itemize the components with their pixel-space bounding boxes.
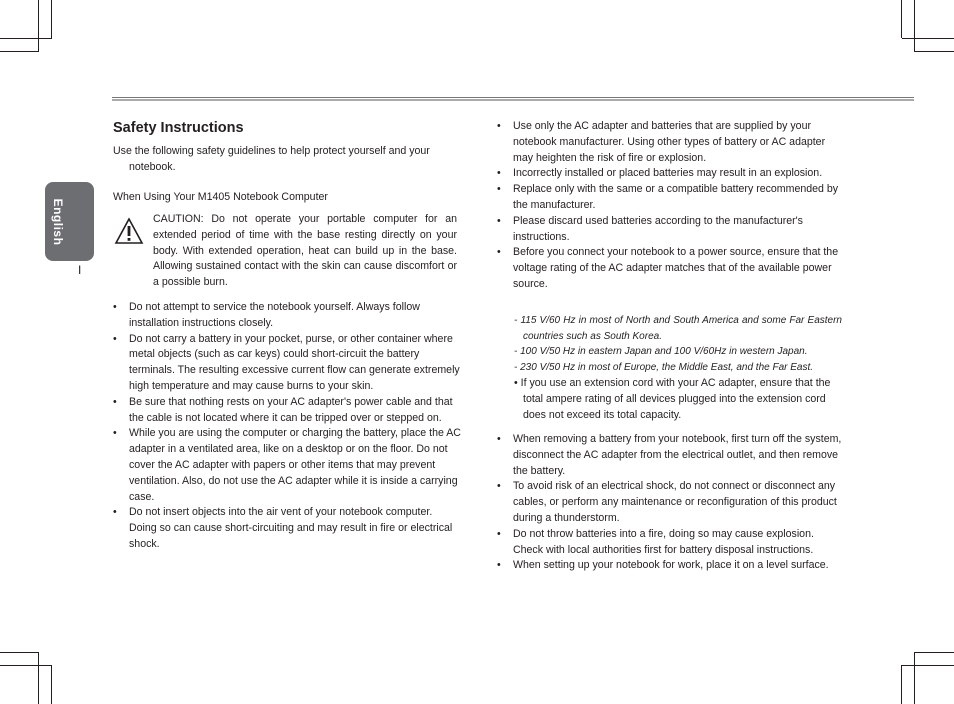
crop-mark: [51, 665, 52, 704]
page-number: I: [78, 263, 82, 277]
list-item: • Be sure that nothing rests on your AC adapter's power cable and that the cable is not located where it can be tripped over or stepped on.: [113, 395, 461, 427]
right-bullet-list-top: [497, 119, 842, 293]
list-item: • Incorrectly installed or placed batteries may result in an explosion.: [497, 166, 842, 182]
crop-mark: [914, 652, 915, 704]
caution-text: CAUTION: Do not operate your portable computer for an extended period of time with the base resting directly on your body. With extended operation, heat can build up in the base. Allowing sustained contact with the skin can cause discomfort or a possible burn.: [153, 213, 457, 289]
list-item: • Please discard used batteries according to the manufacturer's instructions.: [497, 214, 842, 246]
list-item: • Do not carry a battery in your pocket, purse, or other container where metal objects (such as car keys) could short-circuit the battery terminals. The resulting excessive current flow can generate extremely high temperature and may cause burns to your skin.: [113, 332, 461, 395]
crop-mark: [0, 38, 52, 39]
list-item: • When removing a battery from your notebook, first turn off the system, disconnect the AC adapter from the electrical outlet, and then remove the battery.: [497, 432, 842, 479]
list-item: • Replace only with the same or a compatible battery recommended by the manufacturer.: [497, 182, 842, 214]
crop-mark: [902, 38, 954, 39]
list-item: • Do not insert objects into the air vent of your notebook computer. Doing so can cause short-circuiting and may result in fire or electrical shock.: [113, 505, 461, 552]
voltage-note: - 115 V/60 Hz in most of North and South America and some Far Eastern countries such as South Korea.: [514, 315, 842, 342]
crop-mark: [0, 652, 38, 653]
intro-line: notebook.: [129, 160, 176, 173]
crop-mark: [38, 652, 39, 704]
crop-mark: [902, 665, 954, 666]
intro-paragraph: [113, 144, 463, 176]
list-item: • To avoid risk of an electrical shock, do not connect or disconnect any cables, or perform any maintenance or reconfiguration of this product during a thunderstorm.: [497, 479, 842, 526]
list-item: • Before you connect your notebook to a power source, ensure that the voltage rating of the AC adapter matches that of the available power source.: [497, 245, 842, 292]
list-item: • While you are using the computer or charging the battery, place the AC adapter in a ventilated area, like on a desktop or on the floor. Do not cover the AC adapter with papers or other items that may prevent ventilation. Also, do not use the AC adapter while it is inside a carrying case.: [113, 426, 461, 505]
section-subheading: When Using Your M1405 Notebook Computer: [113, 191, 328, 203]
crop-mark: [0, 51, 38, 52]
list-item: • Do not attempt to service the notebook yourself. Always follow installation instructions closely.: [113, 300, 461, 332]
voltage-note: - 100 V/50 Hz in eastern Japan and 100 V/60Hz in western Japan.: [514, 346, 808, 358]
list-item: • Use only the AC adapter and batteries that are supplied by your notebook manufacturer. Using other types of battery or AC adapter may heighten the risk of fire or explosion.: [497, 119, 842, 166]
language-tab-label: English: [51, 198, 65, 246]
intro-line: Use the following safety guidelines to help protect yourself and your: [113, 145, 430, 157]
list-item: • When setting up your notebook for work, place it on a level surface.: [497, 558, 842, 574]
crop-mark: [901, 665, 902, 704]
extension-cord-note: • If you use an extension cord with your AC adapter, ensure that the total ampere rating of all devices plugged into the extension cord does not exceed its total capacity.: [514, 377, 831, 421]
voltage-note: - 230 V/50 Hz in most of Europe, the Middle East, and the Far East.: [514, 361, 814, 373]
left-bullet-list: [113, 300, 461, 553]
crop-mark: [915, 652, 954, 653]
crop-mark: [0, 665, 52, 666]
warning-icon: [114, 217, 144, 245]
right-bullet-list-bottom: [497, 432, 842, 574]
list-item: • Do not throw batteries into a fire, doing so may cause explosion. Check with local authorities first for battery disposal instructions.: [497, 527, 842, 559]
crop-mark: [901, 0, 902, 38]
voltage-notes: [514, 313, 842, 375]
page-title: Safety Instructions: [113, 120, 244, 136]
header-rule: [112, 97, 914, 101]
crop-mark: [51, 0, 52, 38]
crop-mark: [914, 0, 915, 52]
crop-mark: [915, 51, 954, 52]
crop-mark: [38, 0, 39, 52]
